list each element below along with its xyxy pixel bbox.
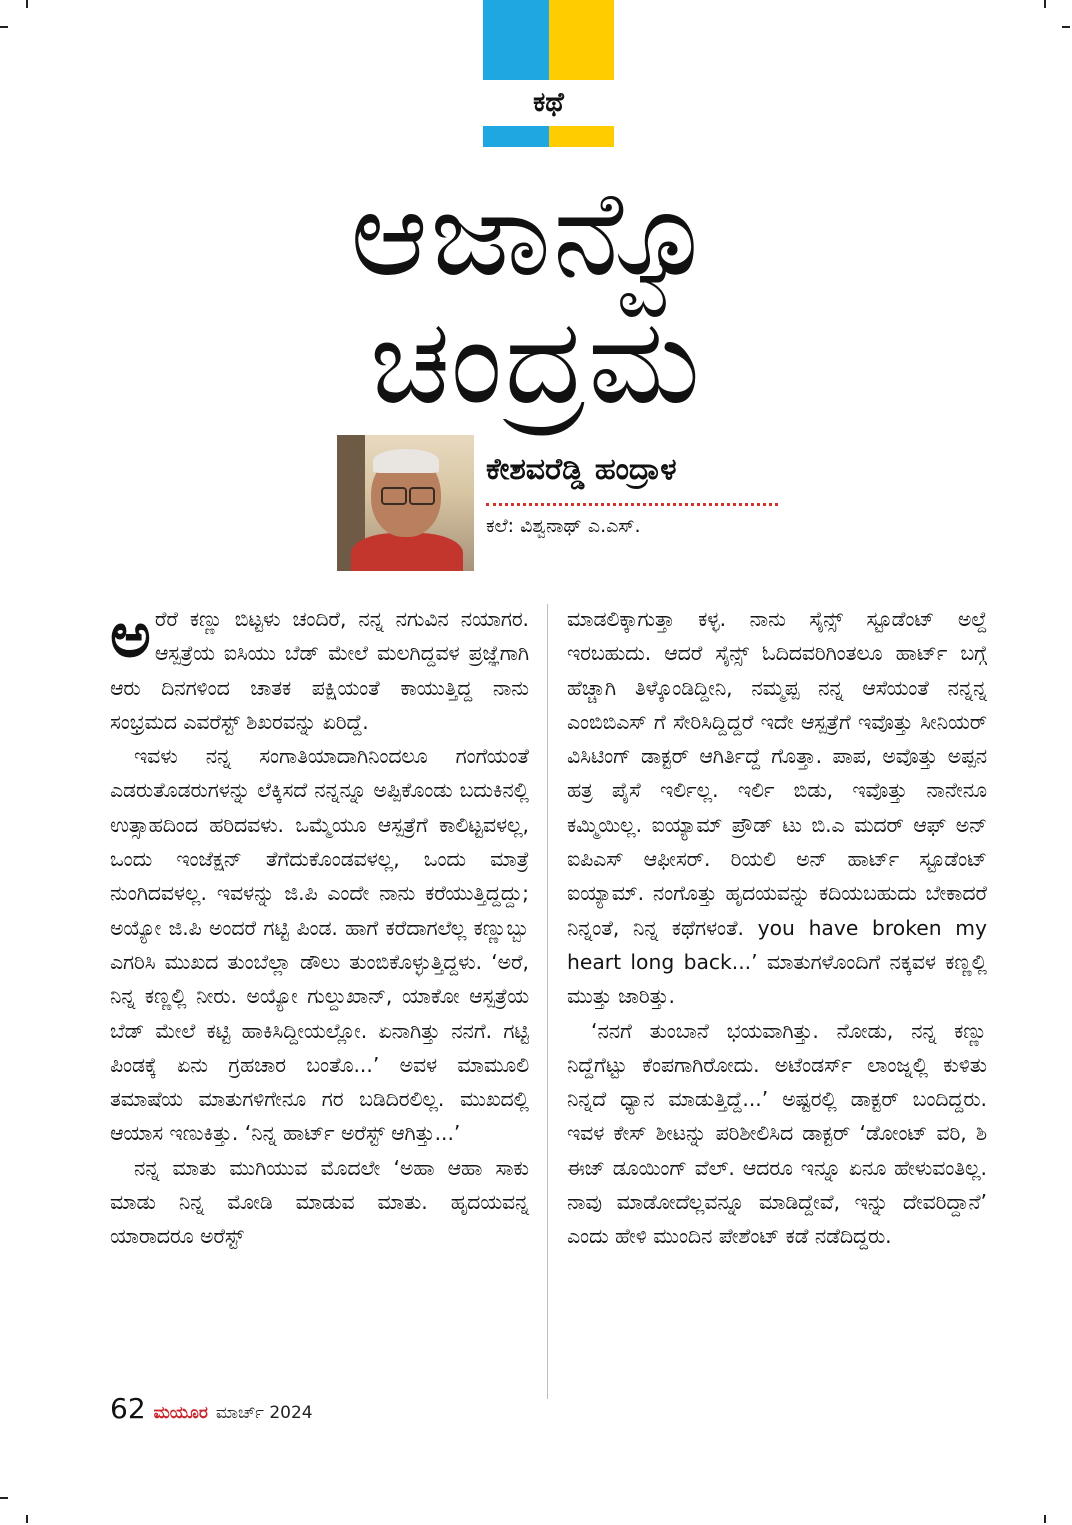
section-tag-color-bar-bottom — [483, 126, 614, 147]
section-tag — [483, 0, 614, 147]
article-column-right — [567, 602, 987, 1254]
section-tag-color-bar — [483, 0, 614, 80]
story-title-line-1: ಆಜಾನ್ವೊ — [350, 164, 722, 302]
illustration-credit: ಕಲೆ: ವಿಶ್ವನಾಥ್ ಎ.ಎಸ್. — [486, 515, 641, 537]
author-photo — [337, 435, 474, 571]
article-paragraph: ಅರೆರೆ ಕಣ್ಣು ಬಿಟ್ಟಳು ಚಂದಿರೆ, ನನ್ನ ನಗುವಿನ ನಯಾಗರ. ಆಸ್ಪತ್ರೆಯ ಐಸಿಯು ಬೆಡ್ ಮೇಲೆ ಮಲಗಿದ್ದವಳ ಪ್ರಜ್ಞೆಗಾಗಿ ಆರು ದಿನಗಳಿಂದ ಚಾತಕ ಪಕ್ಷಿಯಂತೆ ಕಾಯುತ್ತಿದ್ದ ನಾನು ಸಂಭ್ರಮದ ಎವರೆಸ್ಟ್ ಶಿಖರವನ್ನು ಏರಿದ್ದೆ. — [110, 598, 529, 734]
article-column-left — [110, 598, 529, 1254]
author-name: ಕೇಶವರೆಡ್ಡಿ ಹಂದ್ರಾಳ — [486, 452, 677, 487]
magazine-logo: ಮಯೂರ — [153, 1403, 208, 1423]
color-block-blue — [483, 0, 549, 80]
color-block-blue — [483, 126, 549, 147]
column-divider — [547, 604, 548, 1399]
color-block-yellow — [549, 126, 614, 147]
crop-mark — [1044, 1515, 1046, 1523]
article-paragraph: ಇವಳು ನನ್ನ ಸಂಗಾತಿಯಾದಾಗಿನಿಂದಲೂ ಗಂಗೆಯಂತೆ ಎಡರುತೊಡರುಗಳನ್ನು ಲೆಕ್ಕಿಸದೆ ನನ್ನನ್ನೂ ಅಪ್ಪಿಕೊಂಡು ಬದುಕಿನಲ್ಲಿ ಉತ್ಸಾಹದಿಂದ ಹರಿದವಳು. ಒಮ್ಮೆಯೂ ಆಸ್ಪತ್ರೆಗೆ ಕಾಲಿಟ್ಟವಳಲ್ಲ, ಒಂದು ಇಂಜೆಕ್ಷನ್ ತೆಗೆದುಕೊಂಡವಳಲ್ಲ, ಒಂದು ಮಾತ್ರೆ ನುಂಗಿದವಳಲ್ಲ. ಇವಳನ್ನು ಜಿ.ಪಿ ಎಂದೇ ನಾನು ಕರೆಯುತ್ತಿದ್ದದ್ದು; ಅಯ್ಯೋ ಜಿ.ಪಿ ಅಂದರೆ ಗಟ್ಟಿ ಪಿಂಡ. ಹಾಗೆ ಕರೆದಾಗಲೆಲ್ಲ ಕಣ್ಣುಬ್ಬು ಎಗರಿಸಿ ಮುಖದ ತುಂಬೆಲ್ಲಾ ಡೌಲು ತುಂಬಿಕೊಳ್ಳುತ್ತಿದ್ದಳು. ‘ಅರೆ, ನಿನ್ನ ಕಣ್ಣಲ್ಲಿ ನೀರು. ಅಯ್ಯೋ ಗುಲ್ದುಖಾನ್, ಯಾಕೋ ಆಸ್ಪತ್ರೆಯ ಬೆಡ್ ಮೇಲೆ ಕಟ್ಟಿ ಹಾಕಿಸಿದ್ದೀಯಲ್ಲೋ. ಏನಾಗಿತ್ತು ನನಗೆ. ಗಟ್ಟಿ ಪಿಂಡಕ್ಕೆ ಏನು ಗ್ರಹಚಾರ ಬಂತೊ...’ ಅವಳ ಮಾಮೂಲಿ ತಮಾಷೆಯ ಮಾತುಗಳಿಗೇನೂ ಗರ ಬಡಿದಿರಲಿಲ್ಲ. ಮುಖದಲ್ಲಿ ಆಯಾಸ ಇಣುಕಿತ್ತು. ‘ನಿನ್ನ ಹಾರ್ಟ್ ಅರೆಸ್ಟ್ ಆಗಿತ್ತು...’ — [110, 744, 529, 1146]
article-paragraph: ನನ್ನ ಮಾತು ಮುಗಿಯುವ ಮೊದಲೇ ‘ಅಹಾ ಆಹಾ ಸಾಕು ಮಾಡು ನಿನ್ನ ಮೋಡಿ ಮಾಡುವ ಮಾತು. ಹೃದಯವನ್ನ ಯಾರಾದರೂ ಅರೆಸ್ಟ್ — [110, 1155, 529, 1249]
crop-mark — [1062, 26, 1070, 28]
article-paragraph: ‘ನನಗೆ ತುಂಬಾನೆ ಭಯವಾಗಿತ್ತು. ನೋಡು, ನನ್ನ ಕಣ್ಣು ನಿದ್ದೆಗೆಟ್ಟು ಕೆಂಪಗಾಗಿರೋದು. ಅಟೆಂಡರ್ಸ್ ಲಾಂಜ್ನಲ್ಲಿ ಕುಳಿತು ನಿನ್ನದೆ ಧ್ಯಾನ ಮಾಡುತ್ತಿದ್ದೆ...’ ಅಷ್ಟರಲ್ಲಿ ಡಾಕ್ಟರ್ ಬಂದಿದ್ದರು. ಇವಳ ಕೇಸ್ ಶೀಟನ್ನು ಪರಿಶೀಲಿಸಿದ ಡಾಕ್ಟರ್ ‘ಡೋಂಟ್ ವರಿ, ಶಿ ಈಜ್ ಡೂಯಿಂಗ್ ವೆಲ್. ಆದರೂ ಇನ್ನೂ ಏನೂ ಹೇಳುವಂತಿಲ್ಲ. ನಾವು ಮಾಡೋದೆಲ್ಲವನ್ನೂ ಮಾಡಿದ್ದೇವೆ, ಇನ್ನು ದೇವರಿದ್ದಾನೆ’ ಎಂದು ಹೇಳಿ ಮುಂದಿನ ಪೇಶೆಂಟ್ ಕಡೆ ನಡೆದಿದ್ದರು. — [567, 1018, 987, 1249]
crop-mark — [0, 26, 8, 28]
crop-mark — [0, 1497, 8, 1499]
crop-mark — [1044, 0, 1046, 8]
section-label: ಕಥೆ — [533, 87, 564, 118]
crop-mark — [26, 0, 28, 8]
page-number: 62 — [110, 1392, 146, 1425]
page-footer — [110, 1392, 313, 1425]
story-title-line-2: ಚಂದ್ರಮ — [369, 292, 703, 430]
color-block-yellow — [549, 0, 614, 80]
crop-mark — [26, 1515, 28, 1523]
byline-divider — [486, 503, 778, 506]
drop-cap: ಅ — [110, 598, 151, 671]
article-paragraph: ಮಾಡಲಿಕ್ಕಾಗುತ್ತಾ ಕಳ್ಳ. ನಾನು ಸೈನ್ಸ್ ಸ್ಟೂಡೆಂಟ್ ಅಲ್ದೆ ಇರಬಹುದು. ಆದರೆ ಸೈನ್ಸ್ ಓದಿದವರಿಗಿಂತಲೂ ಹಾರ್ಟ್ ಬಗ್ಗೆ ಹೆಚ್ಚಾಗಿ ತಿಳ್ಕೊಂಡಿದ್ದೀನಿ, ನಮ್ಮಪ್ಪ ನನ್ನ ಆಸೆಯಂತೆ ನನ್ನನ್ನ ಎಂಬಿಬಿಎಸ್ ಗೆ ಸೇರಿಸಿದ್ದಿದ್ದರೆ ಇದೇ ಆಸ್ಪತ್ರೆಗೆ ಇವೊತ್ತು ಸೀನಿಯರ್ ವಿಸಿಟಿಂಗ್ ಡಾಕ್ಟರ್ ಆಗಿರ್ತಿದ್ದೆ ಗೊತ್ತಾ. ಪಾಪ, ಅವೊತ್ತು ಅಪ್ಪನ ಹತ್ರ ಪೈಸೆ ಇರ್ಲಿಲ್ಲ. ಇರ್ಲಿ ಬಿಡು, ಇವೊತ್ತು ನಾನೇನೂ ಕಮ್ಮಿಯಿಲ್ಲ. ಐಯ್ಯಾಮ್ ಪ್ರೌಡ್ ಟು ಬಿ.ಎ ಮದರ್ ಆಫ್ ಅನ್ ಐಪಿಎಸ್ ಆಫೀಸರ್. ರಿಯಲಿ ಅನ್ ಹಾರ್ಟ್ ಸ್ಟೂಡೆಂಟ್ ಐಯ್ಯಾಮ್. ನಂಗೊತ್ತು ಹೃದಯವನ್ನು ಕದಿಯಬಹುದು ಬೇಕಾದರೆ ನಿನ್ನಂತೆ, ನಿನ್ನ ಕಥೆಗಳಂತೆ. you have broken my heart long back...’ ಮಾತುಗಳೊಂದಿಗೆ ನಕ್ಕವಳ ಕಣ್ಣಲ್ಲಿ ಮುತ್ತು ಜಾರಿತ್ತು. — [567, 607, 987, 1009]
issue-date: ಮಾರ್ಚ್ 2024 — [215, 1403, 313, 1423]
